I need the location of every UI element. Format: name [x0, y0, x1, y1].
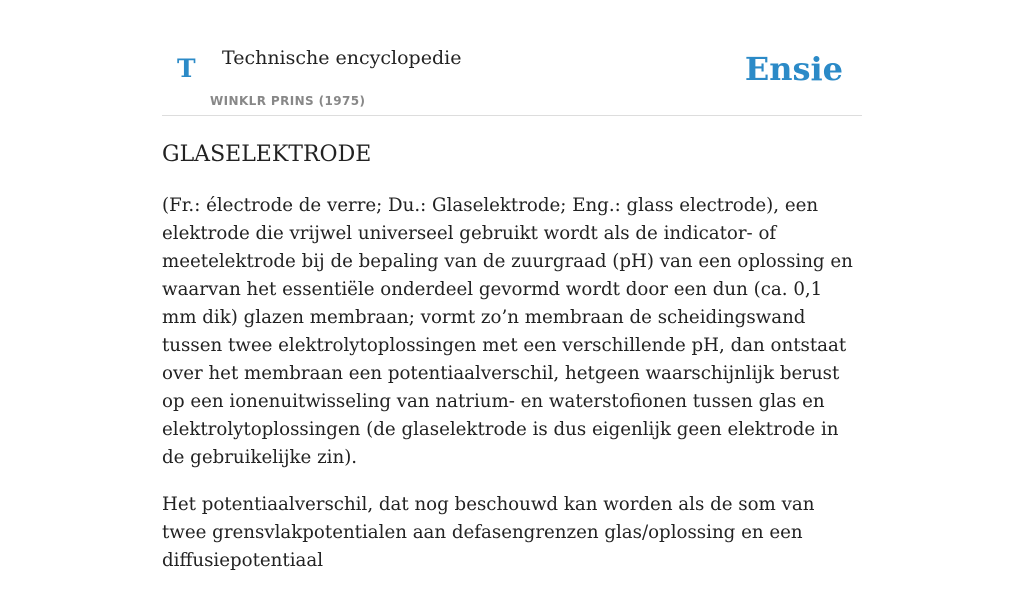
page-header [162, 0, 862, 116]
entry-body [162, 192, 862, 594]
encyclopedia-title-link[interactable]: Technische encyclopedie [222, 47, 462, 69]
encyclopedia-logo-icon[interactable]: T [177, 54, 196, 83]
entry-paragraph: (Fr.: électrode de verre; Du.: Glaselektrode; Eng.: glass electrode), een elektrode die vrijwel universeel gebruikt wordt als de indicator- of meetelektrode bij de bepaling van de zuurgraad (pH) van een oplossing en waarvan het essentiële onderdeel gevormd wordt door een dun (ca. 0,1 mm dik) glazen membraan; vormt zo’n membraan de scheidingswand tussen twee elektrolytoplossingen met een verschillende pH, dan ontstaat over het membraan een potentiaalverschil, hetgeen waarschijnlijk berust op een ionenuitwisseling van natrium- en waterstofionen tussen glas en elektrolytoplossingen (de glaselektrode is dus eigenlijk geen elektrode in de gebruikelijke zin). [162, 195, 853, 468]
encyclopedia-source: WINKLR PRINS (1975) [210, 94, 366, 108]
entry-paragraph: Het potentiaalverschil, dat nog beschouwd kan worden als de som van twee grensvlakpotentialen aan defasengrenzen glas/oplossing en een diffusiepotentiaal [162, 494, 815, 571]
ensie-brand-logo[interactable]: Ensie [744, 50, 843, 88]
article-page [162, 0, 862, 571]
entry-title: GLASELEKTRODE [162, 142, 372, 167]
